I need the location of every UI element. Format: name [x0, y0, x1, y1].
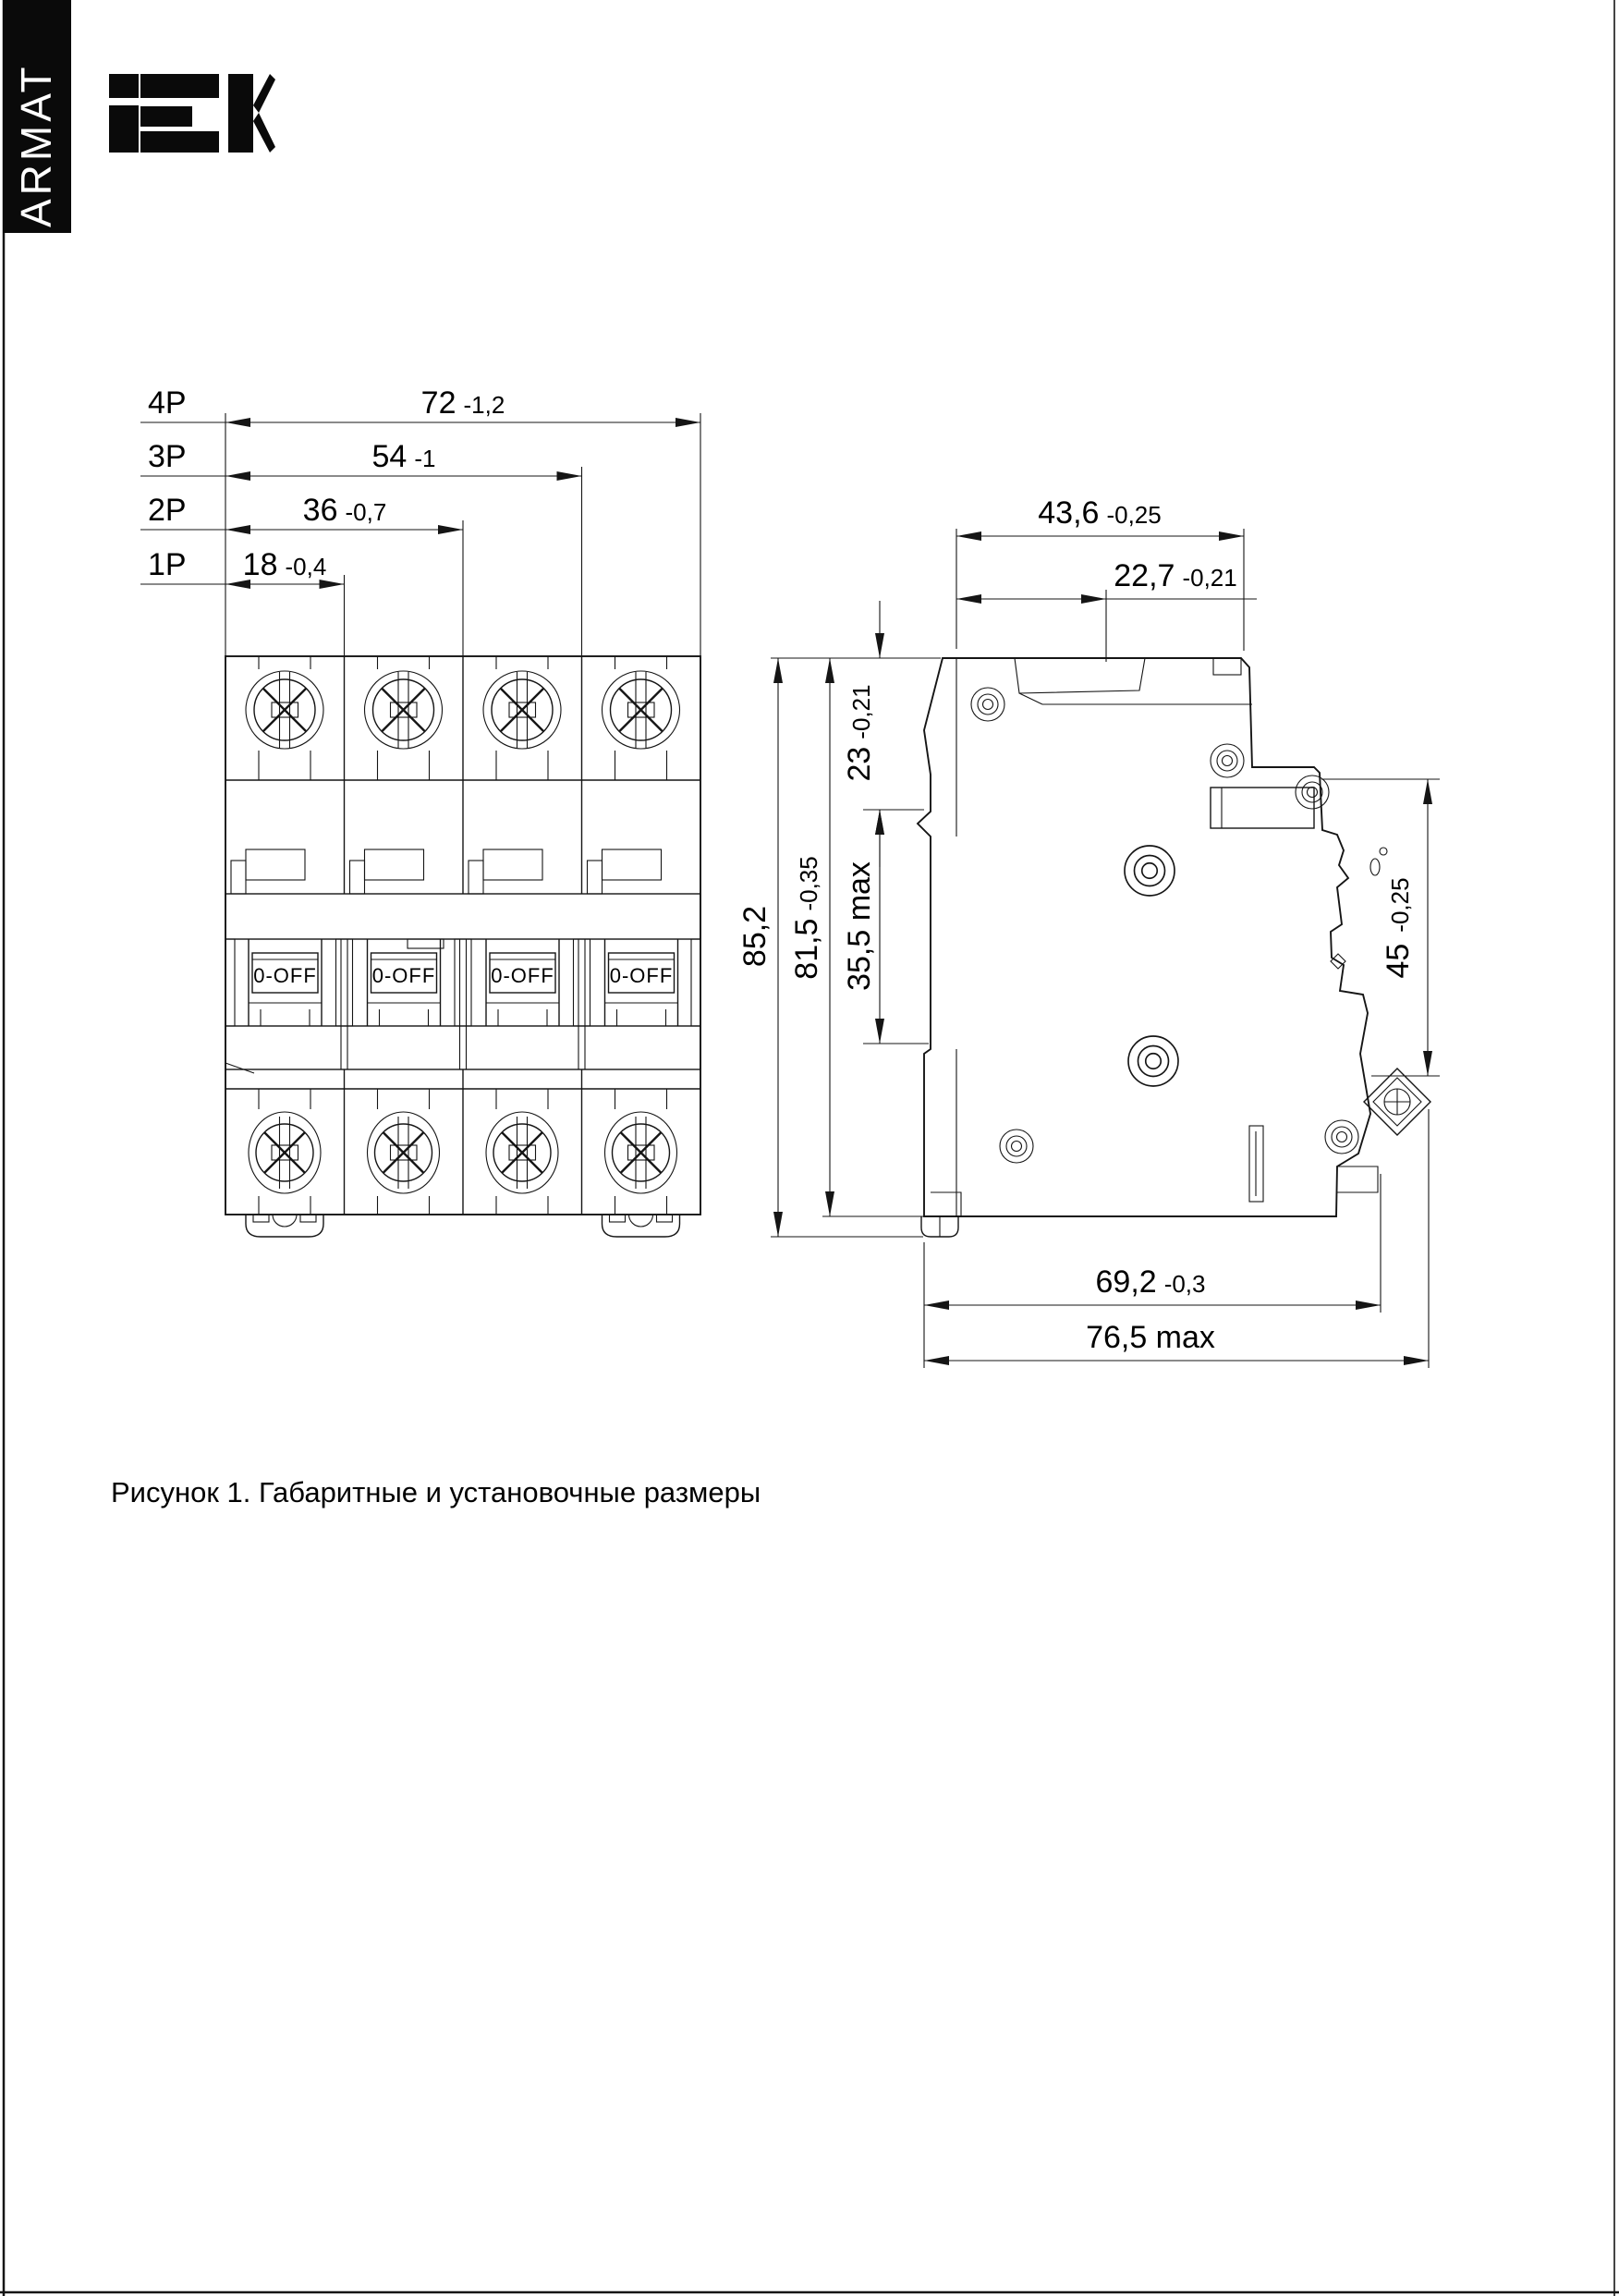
pole-label: 2P [148, 493, 187, 528]
pole-label: 3P [148, 439, 187, 474]
dimension-front-face [1321, 779, 1440, 1076]
dimension-text: 43,6 -0,25 [1038, 495, 1162, 531]
pole-label: 4P [148, 385, 187, 421]
side-dimensions [737, 495, 1440, 1368]
dimension-4p [140, 385, 700, 422]
brand-vertical-label: ARMAT [12, 63, 60, 227]
dimension-text: 54 -1 [371, 439, 436, 474]
handle-bar-upper [225, 894, 700, 939]
dimension-2p [140, 493, 463, 530]
dimension-text: 35,5 max [842, 861, 877, 991]
dimension-text: 23-0,21 [842, 684, 877, 782]
dimension-text: 76,5 max [1086, 1320, 1215, 1355]
figure-caption: Рисунок 1. Габаритные и установочные размеры [111, 1476, 761, 1508]
dimension-text: 22,7 -0,21 [1114, 558, 1237, 593]
brand-sidebar [3, 0, 71, 233]
dimension-text: 45-0,25 [1381, 877, 1416, 979]
dimension-din-slot [842, 810, 929, 1044]
dimension-text: 69,2 -0,3 [1095, 1264, 1206, 1300]
pole-dimensions [140, 385, 700, 656]
iek-logo [109, 74, 275, 153]
side-view [918, 658, 1430, 1237]
handle-bar-lower [225, 1026, 700, 1069]
dimension-text: 36 -0,7 [302, 493, 387, 528]
dimension-text: 72 -1,2 [420, 385, 505, 421]
dimension-text: 18 -0,4 [242, 547, 327, 582]
dimension-text: 81,5-0,35 [789, 856, 824, 980]
pole-label: 1P [148, 547, 187, 582]
terminal-screw-side [1364, 1069, 1430, 1135]
breaker-body-side [918, 658, 1370, 1216]
dimension-text: 85,2 [737, 905, 773, 968]
dimension-width-handle [956, 558, 1257, 662]
dimension-3p [140, 439, 582, 476]
din-rail-tab-side [921, 1216, 958, 1237]
front-view [225, 656, 700, 1237]
dimension-depth-top [842, 601, 924, 867]
dimension-1p [140, 547, 345, 584]
